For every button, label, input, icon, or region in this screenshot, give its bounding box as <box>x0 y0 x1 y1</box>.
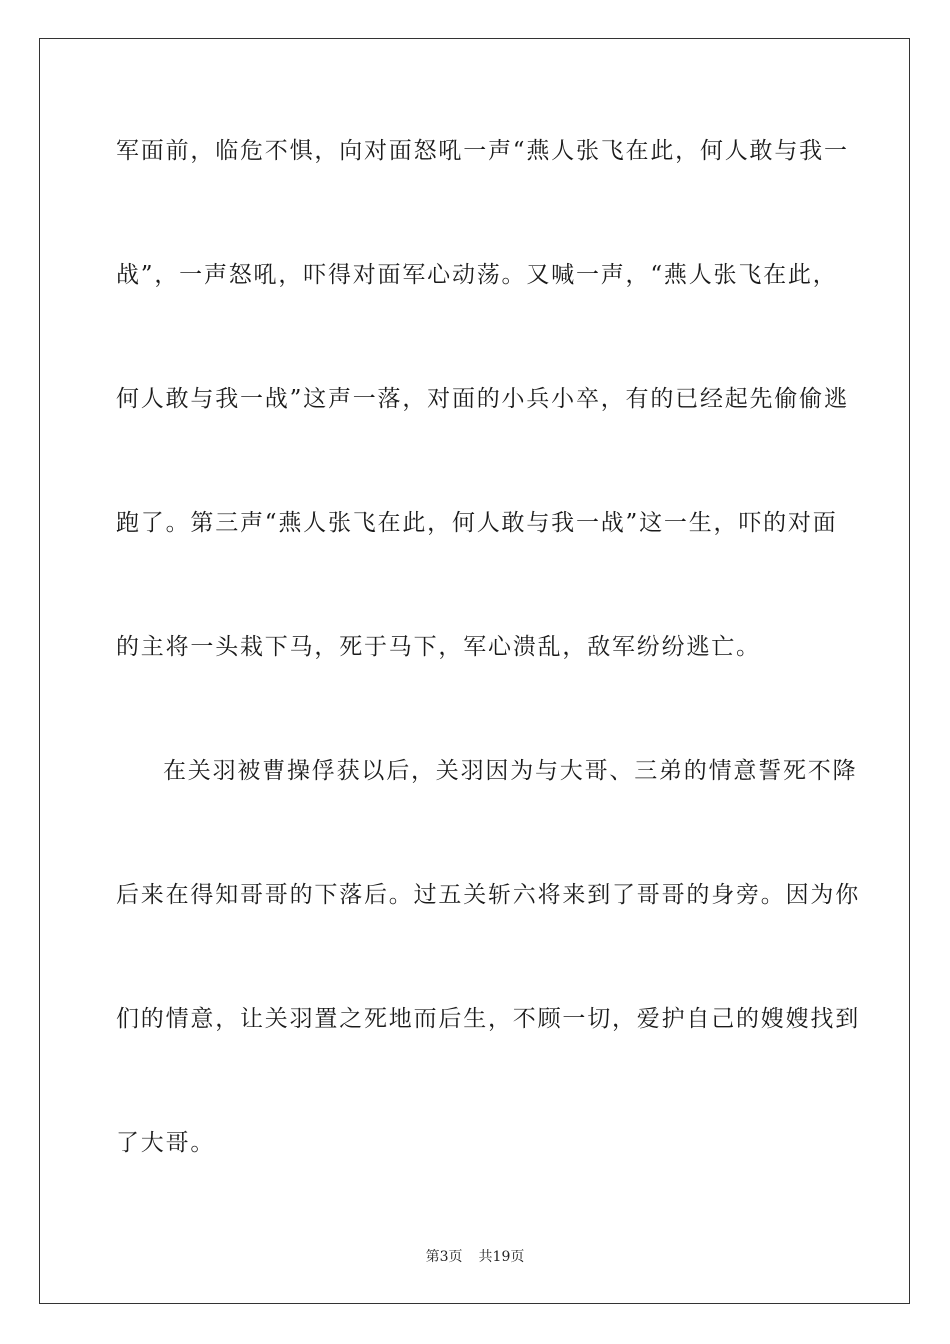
text-line-8: 们的情意，让关羽置之死地而后生，不顾一切，爱护自己的嫂嫂找到 <box>116 1006 860 1032</box>
page-number-total: 共19页 <box>478 1249 525 1265</box>
text-line-5: 的主将一头栽下马，死于马下，军心溃乱，敌军纷纷逃亡。 <box>116 634 761 660</box>
text-line-1: 军面前，临危不惧，向对面怒吼一声“燕人张飞在此，何人敢与我一 <box>116 138 849 164</box>
text-line-9: 了大哥。 <box>116 1130 216 1156</box>
text-line-6-paragraph-start: 在关羽被曹操俘获以后，关羽因为与大哥、三弟的情意誓死不降 <box>163 758 858 784</box>
text-line-7: 后来在得知哥哥的下落后。过五关斩六将来到了哥哥的身旁。因为你 <box>116 882 860 908</box>
page-footer <box>0 1248 950 1266</box>
page-number-current: 第3页 <box>425 1249 463 1265</box>
text-line-3: 何人敢与我一战”这声一落，对面的小兵小卒，有的已经起先偷偷逃 <box>116 386 849 412</box>
text-line-4: 跑了。第三声“燕人张飞在此，何人敢与我一战”这一生，吓的对面 <box>116 510 838 536</box>
text-line-2: 战”，一声怒吼，吓得对面军心动荡。又喊一声，“燕人张飞在此， <box>116 262 838 288</box>
page-border <box>39 38 910 1304</box>
